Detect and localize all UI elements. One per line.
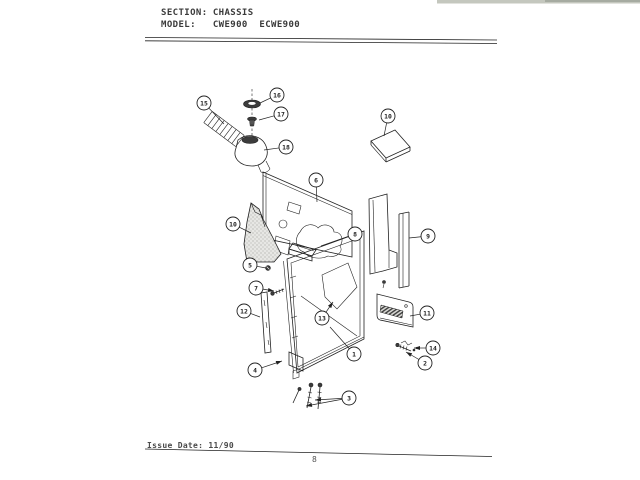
svg-text:11: 11 [423,309,431,318]
section-label: SECTION: [161,8,208,18]
callout-9 [409,229,435,243]
svg-text:2: 2 [423,359,427,368]
side-channel [399,212,409,288]
heat-shield [369,194,397,274]
svg-text:8: 8 [353,230,357,239]
callout-1 [330,327,361,361]
svg-text:12: 12 [240,307,248,316]
callout-11 [410,306,434,320]
callout-3 [306,391,356,408]
vent-panel-screw [383,281,386,289]
callout-16 [260,88,284,103]
drain-hose [204,111,244,146]
louver-band [380,305,403,318]
panel-cutout-hole [279,220,287,228]
callout-10 [381,109,395,136]
svg-text:1: 1 [352,350,356,359]
callout-14 [414,341,440,355]
mounting-bracket [289,243,316,261]
screw-group-3 [293,383,322,409]
scan-artifact-strip [437,0,640,4]
svg-text:14: 14 [429,344,437,353]
insulation-panel-top [371,130,410,162]
panel-cutout-rect [287,202,301,214]
model-value: CWE900 ECWE900 [212,20,301,30]
callout-17 [259,107,288,121]
svg-text:4: 4 [253,366,257,375]
hose-coupling-nut [244,100,261,108]
callout-13 [315,301,335,325]
clip-screw-2-14 [396,341,418,351]
callout-4 [248,359,283,377]
screw-7 [271,289,284,296]
svg-text:10: 10 [229,220,237,229]
elbow-clamp [242,137,258,144]
section-value: CHASSIS [212,8,254,18]
drain-hose-assembly [204,89,270,173]
inner-shield-outline [322,263,357,309]
svg-text:16: 16 [273,91,281,100]
svg-text:15: 15 [200,99,208,108]
callout-18 [264,140,293,154]
page-number: 8 [312,455,317,464]
issue-date-value: 11/90 [208,441,234,450]
callout-12 [237,304,260,318]
svg-text:5: 5 [248,261,252,270]
svg-text:3: 3 [347,394,351,403]
header-rule [145,38,497,44]
svg-text:6: 6 [314,176,318,185]
toe-strip [261,292,271,353]
callout-layer [197,88,440,408]
svg-text:18: 18 [282,143,290,152]
issue-date [147,441,234,450]
screw-5 [266,266,271,271]
svg-text:9: 9 [426,232,430,241]
footer-rule [145,449,492,457]
svg-text:7: 7 [254,284,258,293]
svg-text:17: 17 [277,110,285,119]
svg-text:10: 10 [384,112,392,121]
issue-date-label: Issue Date: [147,441,204,450]
screw-hole [405,305,408,308]
callout-15 [197,96,224,124]
vented-access-panel [377,294,413,327]
hose-elbow [235,136,270,173]
svg-text:13: 13 [318,314,326,323]
model-label: MODEL: [161,20,196,30]
